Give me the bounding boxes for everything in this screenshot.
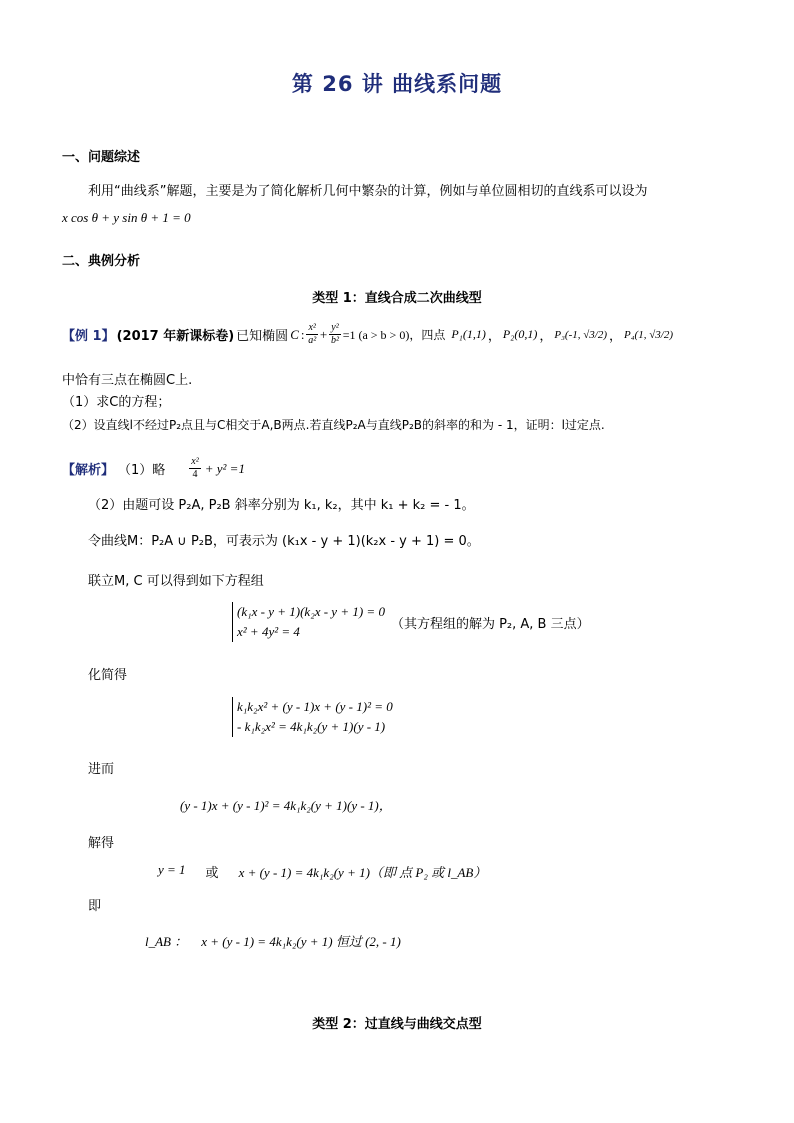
solve-equations [158, 862, 486, 881]
section1-paragraph: 利用“曲线系”解题，主要是为了简化解析几何中繁杂的计算，例如与单位圆相切的直线系可以设为 [88, 184, 648, 199]
namely-label: 即 [88, 899, 102, 914]
ellipse-frac-x: $\frac{\text{x²}}{\text{a²}}$ [308, 322, 317, 346]
system2-brace [232, 697, 393, 737]
system1-brace [232, 602, 385, 642]
thus-equation: (y - 1)x + (y - 1)² = 4k₁k₂(y + 1)(y - 1)， [180, 798, 392, 813]
line-ab-label: l_AB ： [145, 934, 188, 949]
system1-row1: (k₁x - y + 1)(k₂x - y + 1) = 0 [237, 604, 385, 619]
combine-text: 联立M, C 可以得到如下方程组 [88, 574, 264, 589]
system1-row2: x² + 4y² = 4 [237, 624, 300, 639]
system2-row2: - k₁k₂x² = 4k₁k₂(y + 1)(y - 1) [237, 719, 386, 734]
ellipse-condition: =1 (a > b > 0)，四点 [342, 328, 446, 342]
final-equation-line [145, 931, 401, 950]
example-line2: 中恰有三点在椭圆C上. [62, 373, 193, 388]
question-1: （1）求C的方程； [62, 395, 171, 410]
example-label: 【例 1】 [62, 329, 115, 344]
solve-label: 解得 [88, 836, 115, 851]
point-p1: P₁(1,1) [451, 327, 486, 341]
section2-heading: 二、典例分析 [62, 254, 141, 269]
analysis-line-1 [62, 456, 245, 481]
analysis-part2: （2）由题可设 P₂A, P₂B 斜率分别为 k₁, k₂，其中 k₁ + k₂ = - 1。 [88, 498, 475, 513]
page-title: 第 26 讲 曲线系问题 [291, 72, 503, 96]
analysis-frac: $\frac{\text{x²}}{4}$ [191, 456, 199, 480]
thus-label: 进而 [88, 762, 115, 777]
curve-definition: 令曲线M：P₂A ∪ P₂B，可表示为 (k₁x - y + 1)(k₂x - y + 1) = 0。 [88, 534, 480, 549]
solve-or: 或 [205, 866, 219, 881]
question-2: （2）设直线l不经过P₂点且与C相交于A,B两点.若直线P₂A与直线P₂B的斜率的和为 - 1，证明：l过定点. [62, 418, 605, 432]
type2-title: 类型 2：过直线与曲线交点型 [312, 1017, 482, 1032]
analysis-eq: + y² =1 [204, 460, 245, 476]
analysis-label: 【解析】 [62, 463, 115, 478]
section1-formula: x cos θ + y sin θ + 1 = 0 [62, 210, 191, 225]
example-1-line: 【例 1】 (2017 年新课标卷) 已知椭圆 C : $\frac{\text{x²}}{\text{a²}}$ + $\frac{\text{y²}}{\text{b²}}$ =1 (a > b > 0)，四点 P₁(1,1) ， P₂(0,1) ， P₃(-1, √3/2) ， P₄(1, √3/2) [62, 322, 673, 346]
section1-heading: 一、问题综述 [62, 150, 141, 165]
equation-system-2 [232, 697, 393, 737]
point-p2: P₂(0,1) [502, 327, 538, 341]
solve-eq-a: y = 1 [158, 862, 186, 877]
example-source: (2017 年新课标卷) [116, 329, 235, 344]
equation-system-1 [232, 602, 590, 642]
point-p3: P₃(-1, √3/2) [554, 328, 607, 341]
point-p4: P₄(1, √3/2) [624, 328, 673, 341]
solve-eq-b: x + (y - 1) = 4k₁k₂(y + 1)（即 点 P₂ 或 l_AB） [238, 865, 487, 880]
system1-note: （其方程组的解为 P₂, A, B 三点） [390, 616, 590, 632]
ellipse-frac-y: $\frac{\text{y²}}{\text{b²}}$ [330, 322, 339, 346]
example-text: 已知椭圆 [236, 329, 289, 344]
analysis-part1: （1）略 [118, 463, 166, 478]
type1-title: 类型 1：直线合成二次曲线型 [312, 291, 482, 306]
system2-row1: k₁k₂x² + (y - 1)x + (y - 1)² = 0 [237, 699, 393, 714]
simplify-label: 化简得 [88, 668, 128, 683]
final-equation: x + (y - 1) = 4k₁k₂(y + 1) 恒过 (2, - 1) [201, 934, 401, 949]
ellipse-name: C [290, 326, 299, 342]
